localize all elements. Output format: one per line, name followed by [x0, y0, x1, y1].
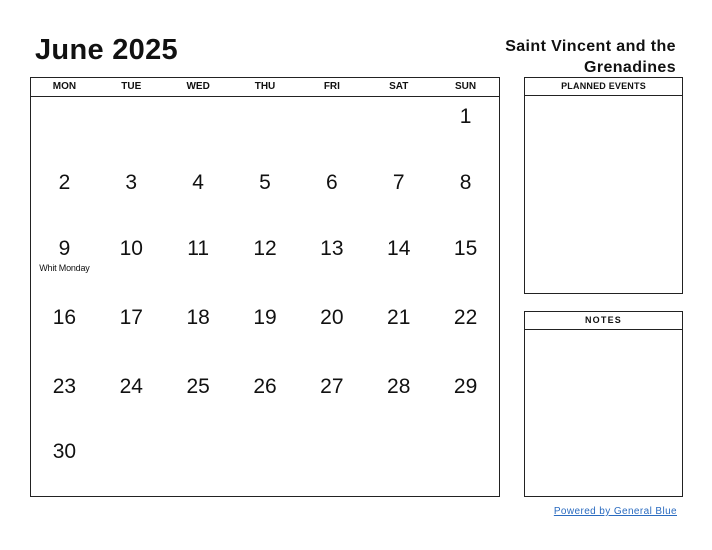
day-cell [298, 306, 365, 330]
day-number: 11 [187, 237, 210, 260]
day-number: 7 [392, 171, 405, 194]
day-number: 30 [52, 440, 77, 463]
notes-box [524, 311, 683, 497]
day-cell [432, 105, 499, 129]
weekday-thu: THU [254, 81, 276, 92]
planned-events-box [524, 77, 683, 294]
day-cell [31, 375, 98, 399]
country-name: Saint Vincent and the Grenadines [505, 38, 676, 76]
day-number: 21 [387, 306, 411, 329]
calendar-grid [30, 77, 500, 497]
day-cell [165, 375, 232, 399]
day-number: 17 [119, 306, 143, 329]
day-cell [432, 375, 499, 399]
day-cell [31, 171, 98, 195]
day-cell [31, 306, 98, 330]
day-cell [31, 237, 98, 273]
powered-by-link[interactable]: Powered by General Blue [553, 506, 677, 517]
day-number: 28 [387, 375, 411, 398]
day-cell [98, 375, 165, 399]
day-cell [232, 375, 299, 399]
planned-events-title: PLANNED EVENTS [525, 78, 682, 96]
day-number: 29 [453, 375, 478, 398]
day-cell [165, 237, 232, 261]
day-cell [432, 237, 499, 261]
day-number: 26 [253, 375, 277, 398]
day-cell [98, 306, 165, 330]
day-number: 18 [186, 306, 210, 329]
day-number: 15 [453, 237, 478, 260]
day-cell [232, 306, 299, 330]
day-cell [98, 237, 165, 261]
day-number: 24 [119, 375, 143, 398]
day-cell [365, 171, 432, 195]
weekday-wed: WED [186, 81, 210, 92]
weekday-header [31, 78, 499, 97]
day-number: 2 [58, 171, 71, 194]
weekday-fri: FRI [323, 81, 340, 92]
day-number: 9 [58, 237, 71, 260]
day-cell [31, 440, 98, 464]
day-cell [298, 171, 365, 195]
day-cell [365, 237, 432, 261]
day-number: 6 [326, 171, 338, 194]
day-number: 14 [387, 237, 411, 260]
day-cell [432, 306, 499, 330]
weekday-sat: SAT [389, 81, 409, 92]
notes-title: NOTES [525, 312, 682, 330]
day-number: 4 [192, 171, 204, 194]
day-number: 10 [119, 237, 143, 260]
day-cell [298, 375, 365, 399]
day-cell [165, 306, 232, 330]
weekday-mon: MON [52, 81, 77, 92]
day-cell [432, 171, 499, 195]
day-cell [165, 171, 232, 195]
day-number: 20 [320, 306, 344, 329]
day-cell [98, 171, 165, 195]
day-number: 19 [253, 306, 277, 329]
page-title: June 2025 [35, 34, 178, 66]
day-cell [298, 237, 365, 261]
weekday-tue: TUE [121, 81, 142, 92]
day-number: 8 [459, 171, 472, 194]
holiday-label: Whit Monday [39, 263, 90, 273]
day-number: 16 [52, 306, 77, 329]
day-number: 12 [253, 237, 277, 260]
day-cell [365, 306, 432, 330]
day-number: 13 [320, 237, 344, 260]
day-number: 5 [259, 171, 271, 194]
day-cell [232, 237, 299, 261]
day-number: 22 [453, 306, 478, 329]
day-number: 3 [125, 171, 138, 194]
weekday-sun: SUN [455, 81, 477, 92]
day-number: 1 [459, 105, 472, 128]
day-cell [365, 375, 432, 399]
day-grid [31, 97, 499, 496]
day-number: 23 [52, 375, 77, 398]
day-number: 25 [186, 375, 210, 398]
day-cell [232, 171, 299, 195]
day-number: 27 [320, 375, 344, 398]
